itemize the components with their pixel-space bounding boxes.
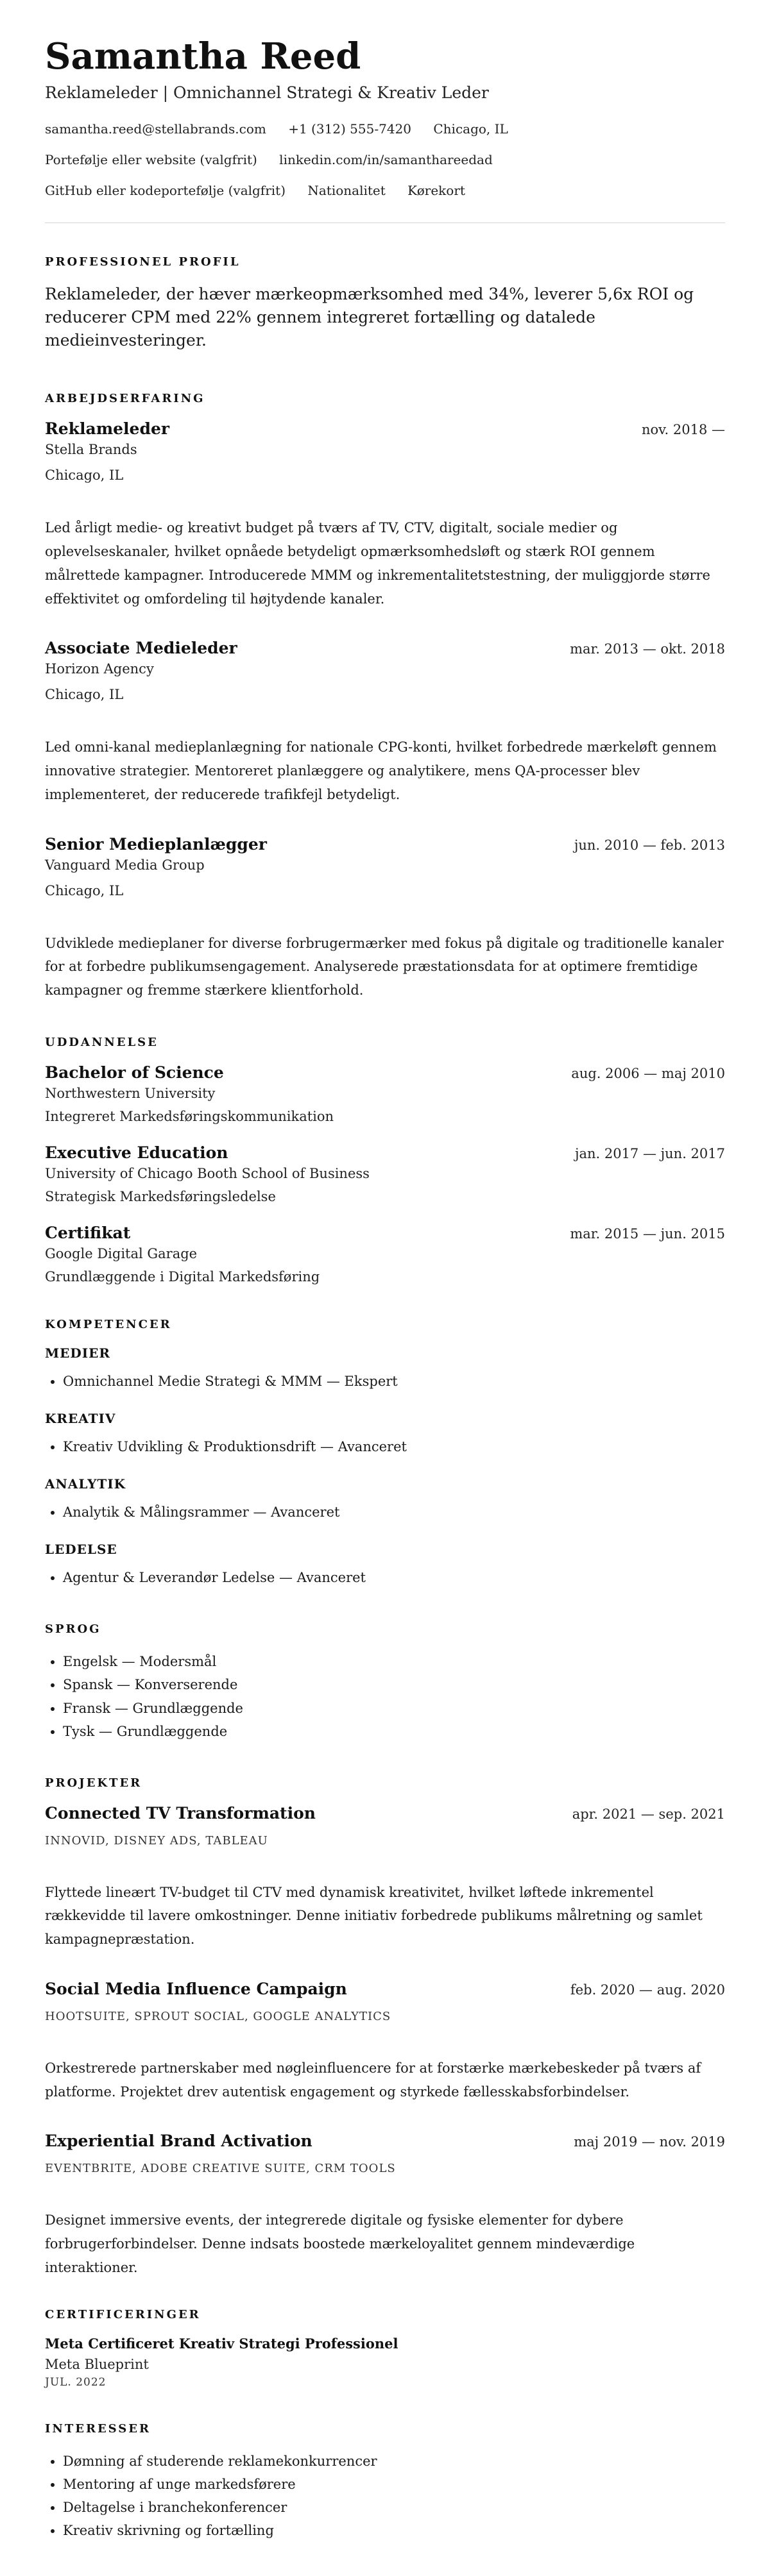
project-date: maj 2019 — nov. 2019: [574, 2134, 725, 2150]
skill-item: • Agentur & Leverandør Ledelse — Avanceret: [63, 1566, 725, 1589]
project-entry: [45, 1804, 725, 1951]
project-entry: [45, 1980, 725, 2104]
project-title: Experiential Brand Activation: [45, 2132, 312, 2151]
skill-item: • Omnichannel Medie Strategi & MMM — Ekspert: [63, 1370, 725, 1393]
education-entry: [45, 1063, 725, 1124]
job-title: Senior Medieplanlægger: [45, 834, 267, 854]
skill-category: ANALYTIK: [45, 1476, 126, 1492]
experience-section: [45, 392, 725, 1002]
profile-heading: PROFESSIONEL PROFIL: [45, 255, 241, 269]
job-description: Led omni-kanal medieplanlægning for nationale CPG-konti, hvilket forbedrede mærkeløft gennem innovative strategier. Mentoreret planlæggere og analytikere, mens QA-processer blev implementeret, der reducerede trafikfejl betydeligt.: [45, 739, 717, 802]
experience-entry: [45, 419, 725, 610]
projects-section: [45, 1776, 725, 2280]
skill-item: • Kreativ Udvikling & Produktionsdrift — Avanceret: [63, 1435, 725, 1458]
job-date: nov. 2018 —: [641, 422, 725, 438]
skill-list: [45, 1435, 725, 1458]
degree-title: Certifikat: [45, 1223, 131, 1242]
degree-date: aug. 2006 — maj 2010: [571, 1065, 725, 1081]
contact-phone[interactable]: +1 (312) 555-7420: [288, 121, 412, 137]
skill-list: [45, 1566, 725, 1589]
language-item: • Fransk — Grundlæggende: [63, 1697, 725, 1720]
job-date: jun. 2010 — feb. 2013: [574, 837, 725, 853]
contact-email[interactable]: samantha.reed@stellabrands.com: [45, 121, 266, 137]
project-title: Connected TV Transformation: [45, 1803, 316, 1823]
contact-row-extra: [45, 183, 725, 198]
degree-title: Bachelor of Science: [45, 1063, 224, 1082]
degree-field: Strategisk Markedsføringsledelse: [45, 1188, 276, 1204]
project-tech: INNOVID, DISNEY ADS, TABLEAU: [45, 1833, 268, 1848]
skill-category: KREATIV: [45, 1410, 116, 1426]
language-item: • Engelsk — Modersmål: [63, 1650, 725, 1673]
job-location: Chicago, IL: [45, 687, 124, 703]
interest-item: • Kreativ skrivning og fortælling: [63, 2519, 725, 2542]
school-name: University of Chicago Booth School of Business: [45, 1165, 370, 1181]
candidate-name: Samantha Reed: [45, 35, 361, 78]
contact-linkedin[interactable]: linkedin.com/in/samanthareedad: [279, 151, 493, 167]
education-section: [45, 1036, 725, 1284]
job-company: Stella Brands: [45, 442, 137, 458]
job-company: Horizon Agency: [45, 661, 154, 677]
contact-location: Chicago, IL: [433, 121, 508, 137]
certification-name: Meta Certificeret Kreativ Strategi Professionel: [45, 2335, 398, 2352]
skill-item: • Analytik & Målingsrammer — Avanceret: [63, 1501, 725, 1524]
candidate-headline: Reklameleder | Omnichannel Strategi & Kreativ Leder: [45, 83, 489, 102]
skills-section: [45, 1318, 725, 1589]
skill-list: [45, 1370, 725, 1393]
interests-heading: INTERESSER: [45, 2421, 151, 2436]
certification-entry: [45, 2336, 725, 2389]
school-name: Northwestern University: [45, 1085, 216, 1101]
job-company: Vanguard Media Group: [45, 857, 205, 873]
contact-row-links: [45, 152, 725, 167]
languages-heading: SPROG: [45, 1622, 101, 1637]
resume-page: [45, 0, 725, 2542]
skill-category: LEDELSE: [45, 1542, 117, 1558]
certification-issuer: Meta Blueprint: [45, 2356, 149, 2372]
project-entry: [45, 2132, 725, 2279]
project-description: Flyttede lineært TV-budget til CTV med dynamisk kreativitet, hvilket løftede inkrementel rækkevidde til lavere omkostninger. Denne initiativ forbedrede publikums målretning og samlet kampagnepræstation.: [45, 1884, 703, 1948]
project-description: Orkestrerede partnerskaber med nøgleinfluencere for at forstærke mærkebeskeder på tværs af platforme. Projektet drev autentisk engagement og styrkede fællesskabsforbindelser.: [45, 2060, 701, 2100]
job-date: mar. 2013 — okt. 2018: [570, 641, 725, 657]
job-location: Chicago, IL: [45, 467, 124, 484]
project-date: feb. 2020 — aug. 2020: [570, 1982, 725, 1998]
project-description: Designet immersive events, der integrerede digitale og fysiske elementer for dybere forbrugerforbindelser. Denne indsats boostede mærkeloyalitet gennem mindeværdige interaktioner.: [45, 2212, 635, 2275]
job-location: Chicago, IL: [45, 882, 124, 898]
education-entry: [45, 1143, 725, 1204]
job-description: Led årligt medie- og kreativt budget på tværs af TV, CTV, digitalt, sociale medier og oplevelseskanaler, hvilket opnåede betydeligt opmærksomhedsløft og stærk ROI gennem målrettede kampagner. Introducerede MMM og inkrementalitetstestning, der muliggjorde større effektivitet og omfordeling til højtydende kanaler.: [45, 520, 710, 607]
interest-item: • Dømning af studerende reklamekonkurrencer: [63, 2450, 725, 2473]
job-description: Udviklede medieplaner for diverse forbrugermærker med fokus på digitale og traditionelle kanaler for at forbedre publikumsengagement. Analyserede præstationsdata for at optimere fremtidige kampagner og fremme stærkere klientforhold.: [45, 935, 724, 998]
language-list: [45, 1650, 725, 1742]
education-heading: UDDANNELSE: [45, 1035, 158, 1049]
degree-title: Executive Education: [45, 1143, 228, 1162]
certifications-heading: CERTIFICERINGER: [45, 2307, 201, 2321]
certifications-section: [45, 2308, 725, 2389]
experience-heading: ARBEJDSERFARING: [45, 392, 205, 406]
projects-heading: PROJEKTER: [45, 1776, 142, 1790]
interest-item: • Deltagelse i branchekonferencer: [63, 2496, 725, 2519]
school-name: Google Digital Garage: [45, 1245, 198, 1261]
profile-section: [45, 255, 725, 353]
skills-heading: KOMPETENCER: [45, 1317, 172, 1331]
language-item: • Tysk — Grundlæggende: [63, 1720, 725, 1743]
project-tech: HOOTSUITE, SPROUT SOCIAL, GOOGLE ANALYTICS: [45, 2009, 391, 2023]
contact-portfolio[interactable]: Portefølje eller website (valgfrit): [45, 151, 257, 167]
contact-nationality: Nationalitet: [307, 182, 386, 198]
job-title: Reklameleder: [45, 419, 170, 439]
experience-entry: [45, 639, 725, 806]
resume-header: [45, 37, 725, 198]
degree-date: jan. 2017 — jun. 2017: [574, 1145, 725, 1161]
profile-summary: Reklameleder, der hæver mærkeopmærksomhed med 34%, leverer 5,6x ROI og reducerer CPM med 22% gennem integreret fortælling og datalede medieinvesteringer.: [45, 284, 694, 350]
languages-section: [45, 1622, 725, 1742]
contact-github[interactable]: GitHub eller kodeportefølje (valgfrit): [45, 182, 286, 198]
project-date: apr. 2021 — sep. 2021: [572, 1806, 725, 1822]
job-title: Associate Medieleder: [45, 639, 237, 658]
degree-date: mar. 2015 — jun. 2015: [570, 1225, 725, 1242]
project-tech: EVENTBRITE, ADOBE CREATIVE SUITE, CRM TOOLS: [45, 2162, 396, 2176]
degree-field: Grundlæggende i Digital Markedsføring: [45, 1268, 320, 1284]
interest-item: • Mentoring af unge markedsførere: [63, 2473, 725, 2496]
certification-date: JUL. 2022: [45, 2375, 107, 2389]
degree-field: Integreret Markedsføringskommunikation: [45, 1108, 334, 1124]
contact-license: Kørekort: [407, 182, 465, 198]
interest-list: [45, 2450, 725, 2542]
contact-row-primary: [45, 121, 725, 137]
interests-section: [45, 2422, 725, 2542]
skill-list: [45, 1501, 725, 1524]
skill-category: MEDIER: [45, 1345, 110, 1361]
education-entry: [45, 1224, 725, 1284]
language-item: • Spansk — Konverserende: [63, 1673, 725, 1696]
experience-entry: [45, 835, 725, 1002]
project-title: Social Media Influence Campaign: [45, 1979, 347, 1998]
